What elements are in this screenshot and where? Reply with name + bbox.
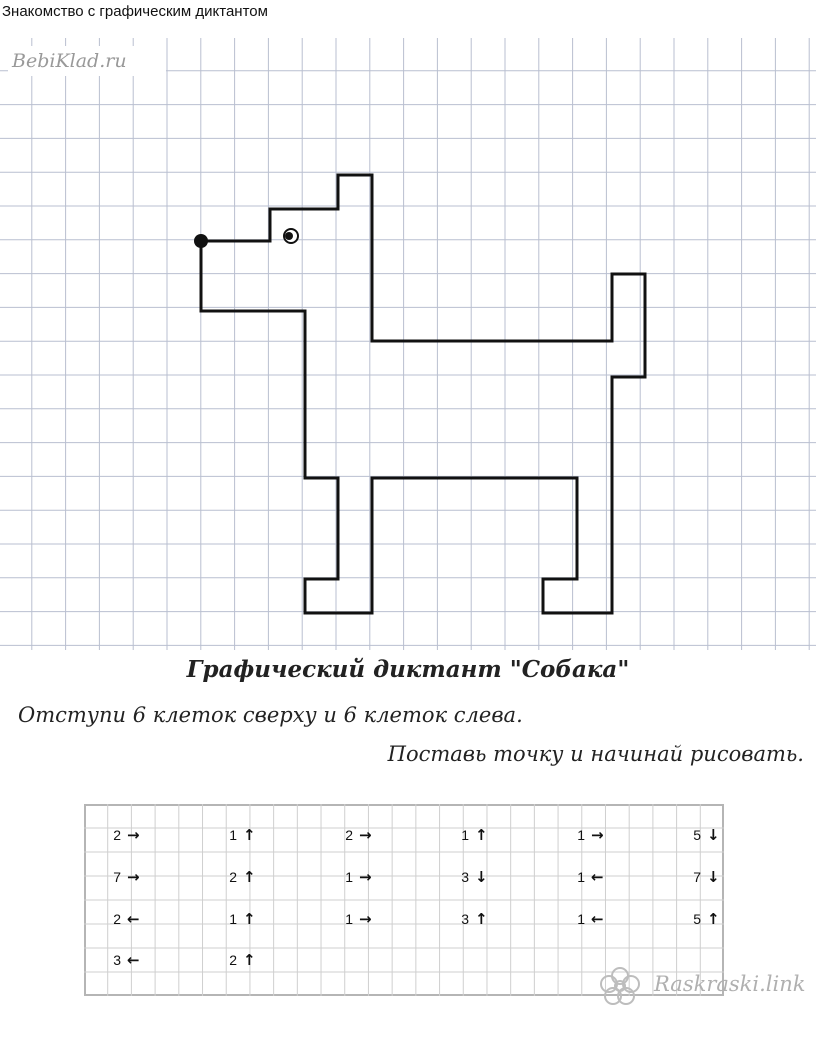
dictation-title: Графический диктант "Собака" [186,656,630,683]
watermark: BebiKlad.ru [12,50,127,72]
dictation-step-count: 3 [461,911,469,927]
dictation-step-arrow: ↑ [707,910,720,928]
dictation-step-arrow: ↓ [707,868,720,886]
graph-paper-sheet [0,38,816,650]
dictation-step-count: 1 [577,911,585,927]
dictation-step-arrow: ↑ [243,826,256,844]
dictation-step-count: 5 [693,827,701,843]
dictation-step-arrow: ← [127,951,140,969]
dictation-step-arrow: ↑ [243,868,256,886]
instruction-line-1: Отступи 6 клеток сверху и 6 клеток слева. [18,703,523,727]
dictation-step-arrow: → [359,868,372,886]
dictation-step-arrow: → [127,826,140,844]
dog-outline [201,175,645,613]
dictation-step-count: 3 [461,869,469,885]
dictation-step-count: 1 [229,827,237,843]
dictation-step-arrow: ← [591,910,604,928]
dictation-step-count: 3 [113,952,121,968]
dictation-step-arrow: → [359,910,372,928]
dictation-step-arrow: ↑ [243,910,256,928]
dictation-step-arrow: → [591,826,604,844]
dictation-step-arrow: ↓ [707,826,720,844]
dictation-step-count: 7 [693,869,701,885]
dictation-step-arrow: ↓ [475,868,488,886]
dictation-step-count: 5 [693,911,701,927]
flower-icon [601,968,639,1004]
dictation-step-arrow: ↑ [475,910,488,928]
page-caption: Знакомство с графическим диктантом [2,3,268,20]
dictation-step-count: 1 [577,827,585,843]
dictation-step-count: 7 [113,869,121,885]
grid-lines [0,38,816,650]
dictation-step-arrow: → [127,868,140,886]
dog-eye [284,229,298,243]
dictation-step-count: 2 [113,911,121,927]
dictation-step-count: 2 [229,869,237,885]
dictation-step-arrow: ↑ [475,826,488,844]
dictation-step-arrow: ← [591,868,604,886]
dictation-step-count: 1 [577,869,585,885]
dictation-step-arrow: ← [127,910,140,928]
dictation-step-arrow: ↑ [243,951,256,969]
dictation-step-count: 2 [345,827,353,843]
dictation-step-count: 2 [113,827,121,843]
dictation-step-count: 1 [461,827,469,843]
dictation-step-count: 1 [345,869,353,885]
footer-brand: Raskraski.link [654,972,806,996]
dictation-step-count: 1 [229,911,237,927]
dictation-step-count: 1 [345,911,353,927]
instruction-line-2: Поставь точку и начинай рисовать. [387,742,804,766]
dictation-step-count: 2 [229,952,237,968]
start-dot [194,234,208,248]
dictation-step-arrow: → [359,826,372,844]
